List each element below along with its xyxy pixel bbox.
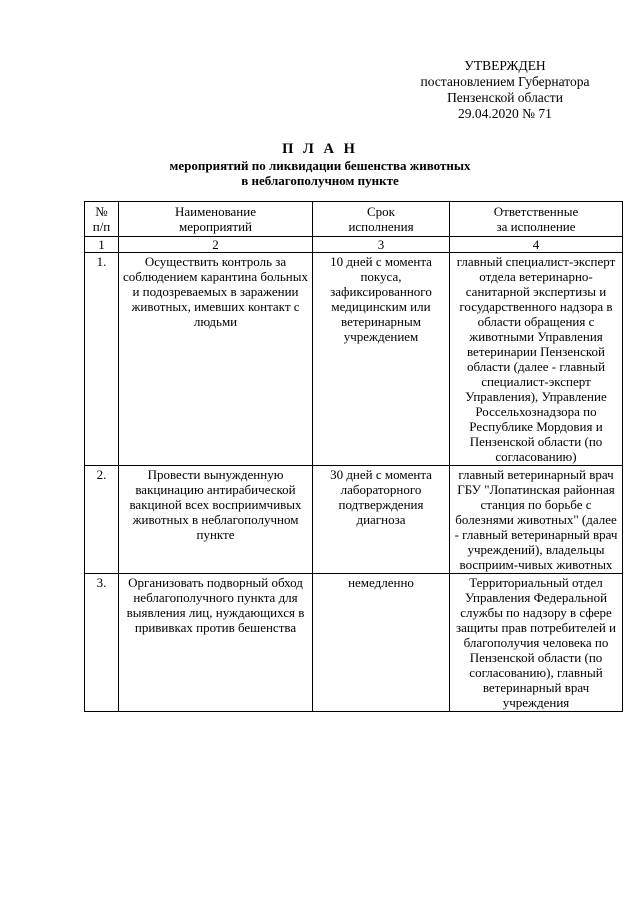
document-title xyxy=(0,141,640,188)
row-responsible: главный ветеринарный врач ГБУ "Лопатинская районная станция по борьбе с болезнями животных" (далее - главный ветеринарный врач учреждений), владельцы восприим-чивых животных xyxy=(450,466,623,574)
table-row xyxy=(85,253,623,466)
row-term: 10 дней с момента покуса, зафиксированного медицинским или ветеринарным учреждением xyxy=(313,253,450,466)
header-responsible: Ответственные за исполнение xyxy=(450,202,623,237)
title-line-2: в неблагополучном пункте xyxy=(241,173,399,188)
row-number: 3. xyxy=(85,574,119,712)
row-responsible: Территориальный отдел Управления Федеральной службы по надзору в сфере защиты прав потребителей и благополучия человека по Пензенской области (по согласованию), главный ветеринарный врач учреждения xyxy=(450,574,623,712)
row-term: немедленно xyxy=(313,574,450,712)
approval-line-4: 29.04.2020 № 71 xyxy=(458,106,552,121)
header-action: Наименование мероприятий xyxy=(119,202,313,237)
approval-line-3: Пензенской области xyxy=(447,90,563,105)
column-number: 1 xyxy=(85,237,119,253)
row-number: 1. xyxy=(85,253,119,466)
table-row xyxy=(85,466,623,574)
column-number: 2 xyxy=(119,237,313,253)
approval-block xyxy=(405,58,605,122)
column-number: 3 xyxy=(313,237,450,253)
approval-line-1: УТВЕРЖДЕН xyxy=(464,58,546,73)
plan-table xyxy=(84,201,623,712)
column-number: 4 xyxy=(450,237,623,253)
approval-line-2: постановлением Губернатора xyxy=(420,74,590,89)
row-responsible: главный специалист-эксперт отдела ветеринарно-санитарной экспертизы и государственного надзора в области обращения с животными Управления ветеринарии Пензенской области (далее - главный специалист-эксперт Управления), Управление Россельхознадзора по Республике Мордовия и Пензенской области (по согласованию) xyxy=(450,253,623,466)
table-row xyxy=(85,574,623,712)
header-num: № п/п xyxy=(85,202,119,237)
row-action: Организовать подворный обход неблагополучного пункта для выявления лиц, нуждающихся в прививках против бешенства xyxy=(119,574,313,712)
table-header-row xyxy=(85,202,623,237)
row-action: Осуществить контроль за соблюдением карантина больных и подозреваемых в заражении животных, имевших контакт с людьми xyxy=(119,253,313,466)
plan-heading: П Л А Н xyxy=(282,141,358,157)
column-number-row xyxy=(85,237,623,253)
row-term: 30 дней с момента лабораторного подтверждения диагноза xyxy=(313,466,450,574)
header-term: Срок исполнения xyxy=(313,202,450,237)
row-number: 2. xyxy=(85,466,119,574)
row-action: Провести вынужденную вакцинацию антирабической вакциной всех восприимчивых животных в неблагополучном пункте xyxy=(119,466,313,574)
title-line-1: мероприятий по ликвидации бешенства животных xyxy=(169,158,471,173)
